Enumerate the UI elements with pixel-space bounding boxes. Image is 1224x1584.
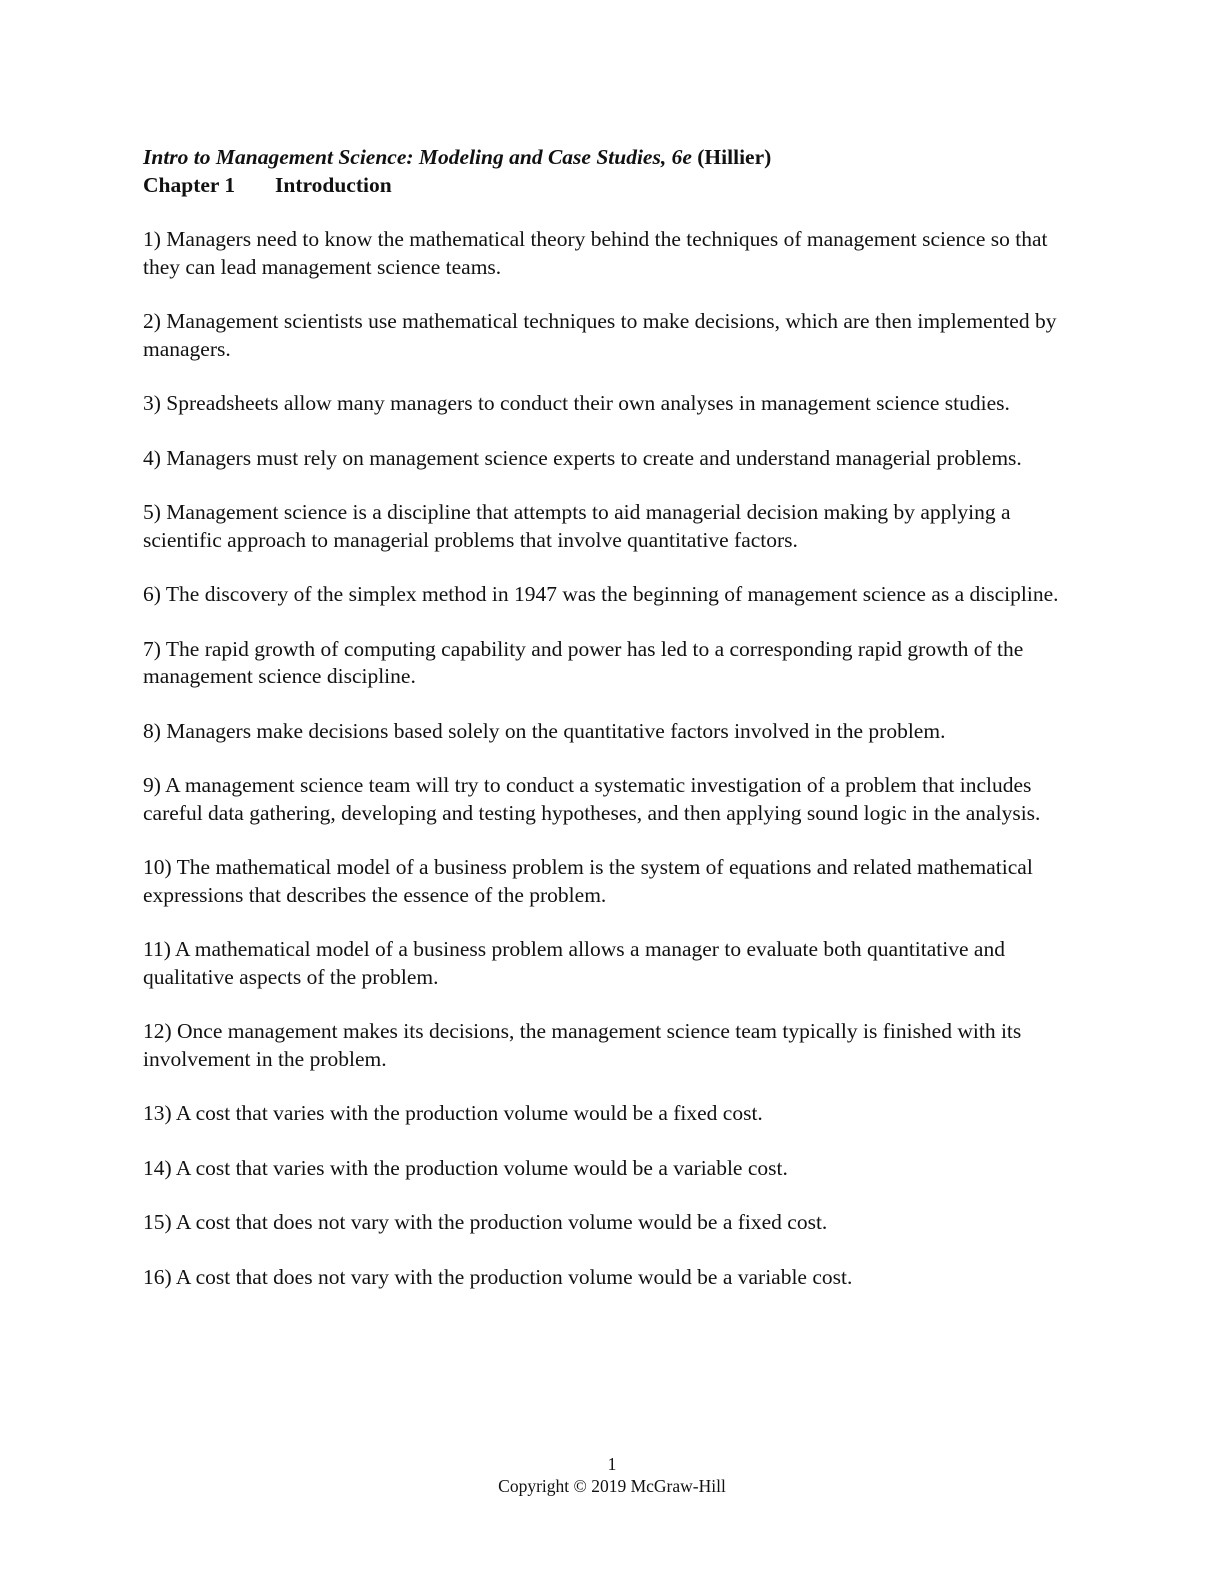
question-item: 14) A cost that varies with the production volume would be a variable cost. xyxy=(143,1155,788,1180)
question-item: 8) Managers make decisions based solely on the quantitative factors involved in the problem. xyxy=(143,718,946,743)
question-item: 2) Management scientists use mathematical techniques to make decisions, which are then implemented by managers. xyxy=(143,309,1057,361)
question-item: 7) The rapid growth of computing capability and power has led to a corresponding rapid growth of the management science discipline. xyxy=(143,636,1024,688)
book-author: (Hillier) xyxy=(697,145,772,169)
page-content xyxy=(143,143,1083,1318)
question-item: 4) Managers must rely on management science experts to create and understand managerial problems. xyxy=(143,445,1022,470)
question-item: 3) Spreadsheets allow many managers to conduct their own analyses in management science studies. xyxy=(143,391,1010,415)
question-item: 9) A management science team will try to conduct a systematic investigation of a problem that includes careful data gathering, developing and testing hypotheses, and then applying sound logic in the analysis. xyxy=(143,773,1041,825)
question-item: 15) A cost that does not vary with the production volume would be a fixed cost. xyxy=(143,1210,828,1234)
question-item: 12) Once management makes its decisions, the management science team typically is finished with its involvement in the problem. xyxy=(143,1019,1022,1071)
question-item: 16) A cost that does not vary with the production volume would be a variable cost. xyxy=(143,1264,853,1289)
question-item: 1) Managers need to know the mathematical theory behind the techniques of management science so that they can lead management science teams. xyxy=(143,227,1048,279)
chapter-heading xyxy=(143,171,1083,199)
page-number: 1 xyxy=(607,1454,617,1474)
question-item: 10) The mathematical model of a business problem is the system of equations and related mathematical expressions that describes the essence of the problem. xyxy=(143,855,1033,907)
chapter-title: Introduction xyxy=(275,173,392,197)
question-list xyxy=(143,226,1083,1291)
question-item: 6) The discovery of the simplex method in 1947 was the beginning of management science as a discipline. xyxy=(143,582,1059,606)
question-item: 5) Management science is a discipline that attempts to aid managerial decision making by applying a scientific approach to managerial problems that involve quantitative factors. xyxy=(143,500,1011,552)
question-item: 11) A mathematical model of a business problem allows a manager to evaluate both quantitative and qualitative aspects of the problem. xyxy=(143,937,1005,989)
copyright-notice: Copyright © 2019 McGraw-Hill xyxy=(498,1476,726,1496)
book-title xyxy=(143,143,1083,171)
question-item: 13) A cost that varies with the production volume would be a fixed cost. xyxy=(143,1101,763,1125)
chapter-number: Chapter 1 xyxy=(143,173,236,197)
book-title-text: Intro to Management Science: Modeling and Case Studies, 6e xyxy=(143,145,692,169)
